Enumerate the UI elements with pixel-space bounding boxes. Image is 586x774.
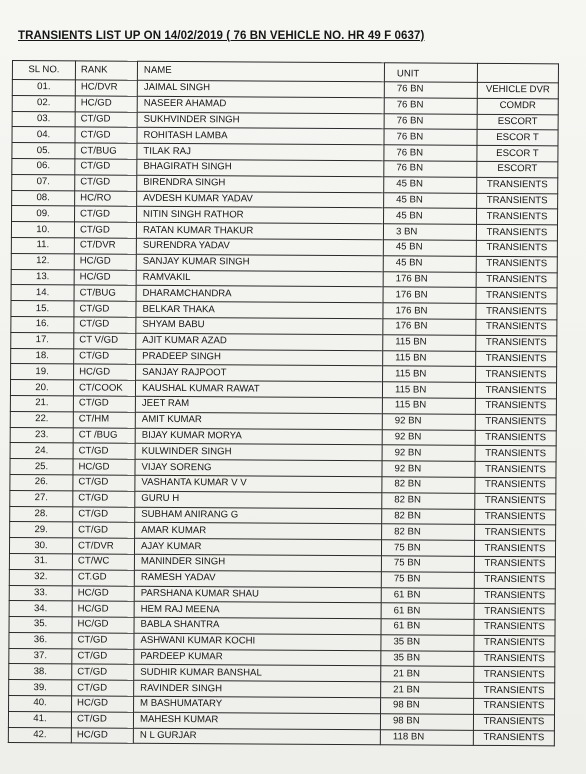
unit-cell: 45 BN: [384, 177, 477, 193]
table-row: [8, 727, 554, 746]
name-cell: SURENDRA YADAV: [136, 238, 383, 255]
name-cell: ASHWANI KUMAR KOCHI: [134, 633, 381, 650]
name-cell: JAIMAL SINGH: [137, 80, 384, 97]
name-cell: VASHANTA KUMAR V V: [135, 475, 382, 492]
remarks-cell: TRANSIENTS: [475, 398, 556, 414]
remarks-cell: TRANSIENTS: [475, 382, 556, 398]
remarks-cell: TRANSIENTS: [477, 177, 558, 193]
remarks-cell: TRANSIENTS: [475, 446, 556, 462]
header-name: NAME: [137, 61, 384, 82]
name-cell: GURU H: [135, 491, 382, 508]
unit-cell: 76 BN: [384, 98, 477, 114]
unit-cell: 21 BN: [381, 666, 474, 682]
remarks-cell: TRANSIENTS: [474, 698, 555, 714]
sl-no-cell: 07.: [12, 174, 75, 190]
sl-no-cell: 03.: [12, 111, 75, 127]
name-cell: SUDHIR KUMAR BANSHAL: [134, 665, 381, 682]
rank-cell: CT/GD: [72, 649, 134, 665]
name-cell: AVDESH KUMAR YADAV: [137, 191, 384, 208]
sl-no-cell: 06.: [12, 158, 75, 174]
name-cell: N L GURJAR: [133, 728, 380, 745]
sl-no-cell: 09.: [12, 206, 75, 222]
rank-cell: CT/GD: [75, 111, 137, 127]
name-cell: MAHESH KUMAR: [133, 712, 380, 729]
remarks-cell: TRANSIENTS: [476, 272, 557, 288]
unit-cell: 45 BN: [384, 208, 477, 224]
remarks-cell: ESCORT: [477, 114, 558, 130]
unit-cell: 176 BN: [383, 287, 476, 303]
transients-table: [8, 60, 559, 747]
name-cell: PRADEEP SINGH: [136, 349, 383, 366]
rank-cell: CT/GD: [75, 206, 137, 222]
rank-cell: CT/GD: [72, 680, 134, 696]
unit-cell: 35 BN: [381, 650, 474, 666]
sl-no-cell: 35.: [9, 617, 72, 633]
sl-no-cell: 30.: [9, 538, 72, 554]
sl-no-cell: 27.: [10, 490, 73, 506]
remarks-cell: TRANSIENTS: [474, 540, 555, 556]
sl-no-cell: 36.: [9, 632, 72, 648]
remarks-cell: TRANSIENTS: [476, 256, 557, 272]
remarks-cell: ESCOR T: [477, 146, 558, 162]
unit-cell: 75 BN: [381, 571, 474, 587]
sl-no-cell: 29.: [10, 522, 73, 538]
name-cell: RAMVAKIL: [136, 270, 383, 287]
name-cell: PARDEEP KUMAR: [134, 649, 381, 666]
sl-no-cell: 39.: [9, 680, 72, 696]
rank-cell: HC/GD: [74, 364, 136, 380]
rank-cell: HC/GD: [73, 459, 135, 475]
unit-cell: 45 BN: [383, 240, 476, 256]
sl-no-cell: 15.: [11, 301, 74, 317]
remarks-cell: TRANSIENTS: [476, 367, 557, 383]
name-cell: SANJAY RAJPOOT: [136, 365, 383, 382]
unit-cell: 61 BN: [381, 619, 474, 635]
sl-no-cell: 17.: [11, 332, 74, 348]
sl-no-cell: 21.: [10, 395, 73, 411]
name-cell: DHARAMCHANDRA: [136, 286, 383, 303]
name-cell: SANJAY KUMAR SINGH: [136, 254, 383, 271]
sl-no-cell: 05.: [12, 143, 75, 159]
remarks-cell: VEHICLE DVR: [477, 82, 558, 98]
unit-cell: 76 BN: [384, 145, 477, 161]
unit-cell: 115 BN: [383, 350, 476, 366]
name-cell: SHYAM BABU: [136, 317, 383, 334]
unit-cell: 82 BN: [382, 508, 475, 524]
header-sl-no: SL NO.: [12, 61, 75, 80]
remarks-cell: TRANSIENTS: [474, 683, 555, 699]
unit-cell: 115 BN: [383, 366, 476, 382]
unit-cell: 92 BN: [382, 414, 475, 430]
sl-no-cell: 14.: [11, 285, 74, 301]
rank-cell: CT/GD: [74, 348, 136, 364]
rank-cell: HC/GD: [72, 696, 134, 712]
unit-cell: 45 BN: [383, 256, 476, 272]
name-cell: KULWINDER SINGH: [135, 444, 382, 461]
rank-cell: HC/GD: [72, 601, 134, 617]
document-title: TRANSIENTS LIST UP ON 14/02/2019 ( 76 BN VEHICLE NO. HR 49 F 0637): [18, 30, 425, 42]
rank-cell: HC/GD: [75, 96, 137, 112]
remarks-cell: TRANSIENTS: [476, 335, 557, 351]
name-cell: SUKHVINDER SINGH: [137, 112, 384, 129]
name-cell: HEM RAJ MEENA: [134, 602, 381, 619]
sl-no-cell: 41.: [8, 711, 71, 727]
remarks-cell: TRANSIENTS: [475, 525, 556, 541]
sl-no-cell: 19.: [11, 364, 74, 380]
sl-no-cell: 24.: [10, 443, 73, 459]
rank-cell: CT/GD: [73, 506, 135, 522]
rank-cell: CT/GD: [75, 159, 137, 175]
name-cell: M BASHUMATARY: [134, 696, 381, 713]
unit-cell: 82 BN: [382, 492, 475, 508]
remarks-cell: TRANSIENTS: [476, 225, 557, 241]
name-cell: AMIT KUMAR: [135, 412, 382, 429]
name-cell: SUBHAM ANIRANG G: [135, 507, 382, 524]
rank-cell: HC/DVR: [75, 80, 137, 96]
unit-cell: 76 BN: [384, 113, 477, 129]
unit-cell: 76 BN: [384, 161, 477, 177]
sl-no-cell: 02.: [12, 95, 75, 111]
unit-cell: 35 BN: [381, 635, 474, 651]
remarks-cell: TRANSIENTS: [474, 604, 555, 620]
name-cell: BELKAR THAKA: [136, 301, 383, 318]
remarks-cell: ESCORT: [477, 161, 558, 177]
name-cell: KAUSHAL KUMAR RAWAT: [135, 380, 382, 397]
remarks-cell: TRANSIENTS: [475, 430, 556, 446]
name-cell: NITIN SINGH RATHOR: [137, 207, 384, 224]
remarks-cell: TRANSIENTS: [475, 414, 556, 430]
rank-cell: CT/BUG: [74, 285, 136, 301]
unit-cell: 98 BN: [381, 698, 474, 714]
unit-cell: 76 BN: [384, 129, 477, 145]
name-cell: TILAK RAJ: [137, 143, 384, 160]
name-cell: AMAR KUMAR: [135, 523, 382, 540]
header-remarks: [477, 63, 558, 82]
name-cell: BABLA SHANTRA: [134, 617, 381, 634]
rank-cell: CT/GD: [74, 222, 136, 238]
name-cell: BIRENDRA SINGH: [137, 175, 384, 192]
sl-no-cell: 08.: [12, 190, 75, 206]
remarks-cell: TRANSIENTS: [473, 730, 554, 746]
unit-cell: 115 BN: [383, 335, 476, 351]
remarks-cell: TRANSIENTS: [475, 461, 556, 477]
unit-cell: 115 BN: [382, 382, 475, 398]
remarks-cell: TRANSIENTS: [474, 651, 555, 667]
rank-cell: CT/HM: [73, 412, 135, 428]
rank-cell: CT/DVR: [72, 538, 134, 554]
rank-cell: CT/GD: [73, 396, 135, 412]
sl-no-cell: 23.: [10, 427, 73, 443]
unit-cell: 75 BN: [381, 540, 474, 556]
rank-cell: CT/GD: [71, 712, 133, 728]
remarks-cell: TRANSIENTS: [474, 667, 555, 683]
header-rank: RANK: [75, 61, 137, 80]
rank-cell: HC/GD: [71, 728, 133, 744]
rank-cell: CT /BUG: [73, 427, 135, 443]
remarks-cell: TRANSIENTS: [476, 319, 557, 335]
unit-cell: 98 BN: [380, 714, 473, 730]
rank-cell: CT/GD: [73, 443, 135, 459]
name-cell: JEET RAM: [135, 396, 382, 413]
remarks-cell: TRANSIENTS: [474, 619, 555, 635]
rank-cell: CT/GD: [74, 301, 136, 317]
rank-cell: CT/COOK: [73, 380, 135, 396]
sl-no-cell: 28.: [10, 506, 73, 522]
sl-no-cell: 25.: [10, 459, 73, 475]
unit-cell: 76 BN: [384, 82, 477, 98]
remarks-cell: TRANSIENTS: [474, 635, 555, 651]
remarks-cell: TRANSIENTS: [477, 209, 558, 225]
remarks-cell: TRANSIENTS: [473, 714, 554, 730]
rank-cell: CT/GD: [75, 127, 137, 143]
sl-no-cell: 11.: [11, 237, 74, 253]
remarks-cell: TRANSIENTS: [476, 288, 557, 304]
sl-no-cell: 33.: [9, 585, 72, 601]
name-cell: RAMESH YADAV: [134, 570, 381, 587]
rank-cell: CT/GD: [75, 175, 137, 191]
remarks-cell: TRANSIENTS: [477, 193, 558, 209]
unit-cell: 92 BN: [382, 445, 475, 461]
sl-no-cell: 26.: [10, 474, 73, 490]
unit-cell: 118 BN: [380, 729, 473, 745]
remarks-cell: TRANSIENTS: [475, 477, 556, 493]
header-unit: UNIT: [384, 63, 477, 83]
rank-cell: HC/RO: [75, 190, 137, 206]
unit-cell: 45 BN: [384, 192, 477, 208]
rank-cell: CT/GD: [74, 317, 136, 333]
sl-no-cell: 16.: [11, 316, 74, 332]
remarks-cell: TRANSIENTS: [474, 556, 555, 572]
rank-cell: HC/GD: [72, 585, 134, 601]
name-cell: ROHITASH LAMBA: [137, 128, 384, 145]
remarks-cell: TRANSIENTS: [475, 493, 556, 509]
unit-cell: 3 BN: [383, 224, 476, 240]
unit-cell: 75 BN: [381, 556, 474, 572]
name-cell: VIJAY SORENG: [135, 459, 382, 476]
sl-no-cell: 34.: [9, 601, 72, 617]
remarks-cell: TRANSIENTS: [474, 588, 555, 604]
sl-no-cell: 10.: [11, 222, 74, 238]
name-cell: RATAN KUMAR THAKUR: [136, 222, 383, 239]
unit-cell: 82 BN: [382, 477, 475, 493]
remarks-cell: TRANSIENTS: [475, 509, 556, 525]
unit-cell: 115 BN: [382, 398, 475, 414]
rank-cell: HC/GD: [74, 269, 136, 285]
sl-no-cell: 42.: [8, 727, 71, 743]
name-cell: AJIT KUMAR AZAD: [136, 333, 383, 350]
name-cell: NASEER AHAMAD: [137, 96, 384, 113]
sl-no-cell: 37.: [9, 648, 72, 664]
rank-cell: CT/BUG: [75, 143, 137, 159]
unit-cell: 61 BN: [381, 587, 474, 603]
unit-cell: 176 BN: [383, 271, 476, 287]
unit-cell: 82 BN: [382, 524, 475, 540]
unit-cell: 61 BN: [381, 603, 474, 619]
rank-cell: CT/GD: [72, 664, 134, 680]
remarks-cell: ESCOR T: [477, 130, 558, 146]
sl-no-cell: 40.: [9, 696, 72, 712]
name-cell: AJAY KUMAR: [134, 538, 381, 555]
remarks-cell: TRANSIENTS: [476, 240, 557, 256]
rank-cell: CT/GD: [73, 491, 135, 507]
unit-cell: 176 BN: [383, 319, 476, 335]
sl-no-cell: 18.: [11, 348, 74, 364]
sl-no-cell: 20.: [10, 380, 73, 396]
unit-cell: 92 BN: [382, 461, 475, 477]
unit-cell: 176 BN: [383, 303, 476, 319]
sl-no-cell: 32.: [9, 569, 72, 585]
remarks-cell: TRANSIENTS: [476, 303, 557, 319]
sl-no-cell: 22.: [10, 411, 73, 427]
rank-cell: CT/GD: [72, 633, 134, 649]
rank-cell: CT/DVR: [74, 238, 136, 254]
rank-cell: CT V/GD: [74, 333, 136, 349]
remarks-cell: TRANSIENTS: [476, 351, 557, 367]
sl-no-cell: 31.: [9, 553, 72, 569]
sl-no-cell: 38.: [9, 664, 72, 680]
sl-no-cell: 13.: [11, 269, 74, 285]
name-cell: RAVINDER SINGH: [134, 681, 381, 698]
rank-cell: CT/GD: [73, 522, 135, 538]
name-cell: BIJAY KUMAR MORYA: [135, 428, 382, 445]
name-cell: MANINDER SINGH: [134, 554, 381, 571]
name-cell: BHAGIRATH SINGH: [137, 159, 384, 176]
remarks-cell: TRANSIENTS: [474, 572, 555, 588]
rank-cell: CT.GD: [72, 570, 134, 586]
unit-cell: 92 BN: [382, 429, 475, 445]
rank-cell: CT/GD: [73, 475, 135, 491]
rank-cell: HC/GD: [72, 617, 134, 633]
sl-no-cell: 01.: [12, 80, 75, 96]
rank-cell: HC/GD: [74, 254, 136, 270]
sl-no-cell: 04.: [12, 127, 75, 143]
sl-no-cell: 12.: [11, 253, 74, 269]
rank-cell: CT/WC: [72, 554, 134, 570]
name-cell: PARSHANA KUMAR SHAU: [134, 586, 381, 603]
remarks-cell: COMDR: [477, 98, 558, 114]
unit-cell: 21 BN: [381, 682, 474, 698]
